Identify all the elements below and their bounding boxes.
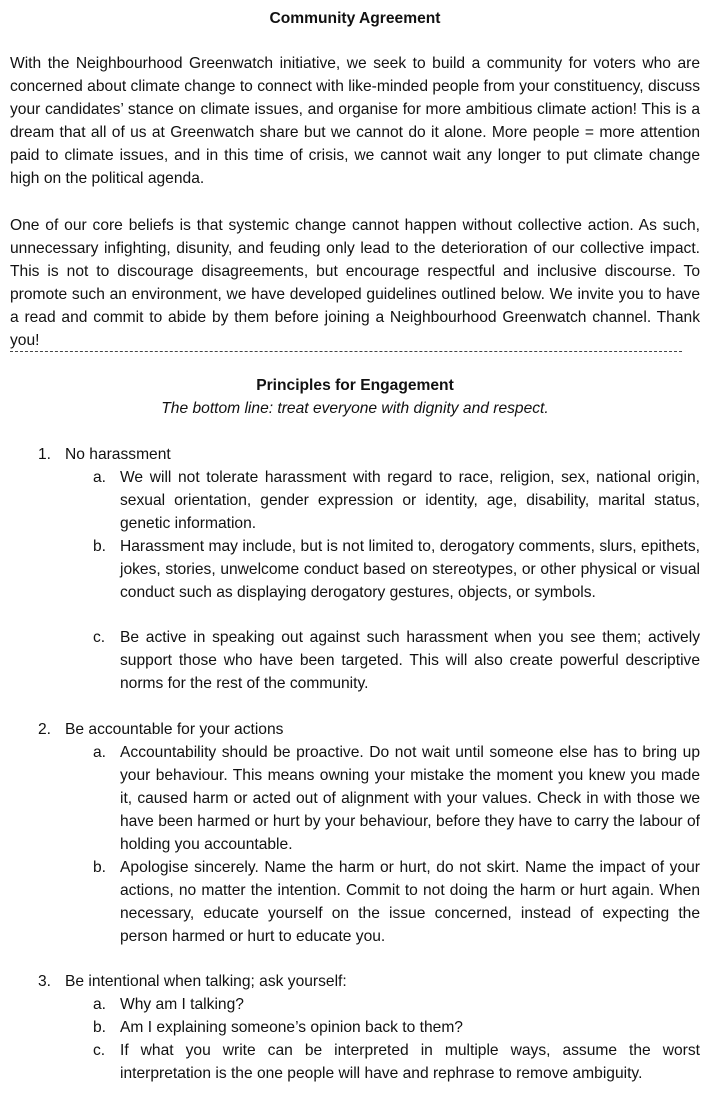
subitem-text: If what you write can be interpreted in multiple ways, assume the worst interpretation is the one people will have and rephrase to remove ambiguity. bbox=[120, 1042, 700, 1082]
section-divider bbox=[10, 351, 682, 352]
principle-label: No harassment bbox=[65, 446, 171, 463]
subitem-letter: b. bbox=[93, 859, 107, 876]
subitem-text: Harassment may include, but is not limited to, derogatory comments, slurs, epithets, jokes, stories, unwelcome conduct based on stereotypes, or other physical or visual conduct such as displaying derogatory gestures, objects, or symbols. bbox=[120, 538, 700, 601]
subitem-letter: c. bbox=[93, 1042, 106, 1059]
subitem-letter: c. bbox=[93, 629, 106, 646]
subitem-text: We will not tolerate harassment with regard to race, religion, sex, national origin, sexual orientation, gender expression or identity, age, disability, marital status, genetic information. bbox=[120, 469, 700, 532]
subitem-letter: b. bbox=[93, 1019, 107, 1036]
section-heading: Principles for Engagement bbox=[256, 377, 454, 394]
document-title: Community Agreement bbox=[269, 10, 441, 27]
intro-paragraph: One of our core beliefs is that systemic change cannot happen without collective action. As such, unnecessary infighting, disunity, and feuding only lead to the deterioration of our collective impact. This is not to discourage disagreements, but encourage respectful and inclusive discourse. To promote such an environment, we have developed guidelines outlined below. We invite you to have a read and commit to abide by them before joining a Neighbourhood Greenwatch channel. Thank you! bbox=[10, 217, 700, 349]
subitem-text: Be active in speaking out against such harassment when you see them; actively support those who have been targeted. This will also create powerful descriptive norms for the rest of the community. bbox=[120, 629, 700, 692]
principle-number: 2. bbox=[38, 721, 52, 738]
subitem-letter: a. bbox=[93, 744, 107, 761]
subitem-letter: a. bbox=[93, 996, 107, 1013]
subitem-text: Why am I talking? bbox=[120, 996, 244, 1013]
subitem-text: Apologise sincerely. Name the harm or hurt, do not skirt. Name the impact of your actions, no matter the intention. Commit to not doing the harm or hurt again. When necessary, educate yourself on the issue concerned, instead of expecting the person harmed or hurt to educate you. bbox=[120, 859, 700, 945]
principle-number: 3. bbox=[38, 973, 52, 990]
subitem-text: Am I explaining someone’s opinion back to them? bbox=[120, 1019, 463, 1036]
principle-label: Be intentional when talking; ask yourself: bbox=[65, 973, 347, 990]
subitem-letter: b. bbox=[93, 538, 107, 555]
subitem-letter: a. bbox=[93, 469, 107, 486]
principle-number: 1. bbox=[38, 446, 52, 463]
principle-label: Be accountable for your actions bbox=[65, 721, 284, 738]
section-tagline: The bottom line: treat everyone with dignity and respect. bbox=[161, 400, 549, 417]
subitem-text: Accountability should be proactive. Do not wait until someone else has to bring up your behaviour. This means owning your mistake the moment you knew you made it, caused harm or acted out of alignment with your values. Check in with those we have been harmed or hurt by your behaviour, before they have to carry the labour of holding you accountable. bbox=[120, 744, 700, 853]
intro-paragraph: With the Neighbourhood Greenwatch initiative, we seek to build a community for voters who are concerned about climate change to connect with like-minded people from your constituency, discuss your candidates’ stance on climate issues, and organise for more ambitious climate action! This is a dream that all of us at Greenwatch share but we cannot do it alone. More people = more attention paid to climate issues, and in this time of crisis, we cannot wait any longer to put climate change high on the political agenda. bbox=[10, 55, 700, 187]
